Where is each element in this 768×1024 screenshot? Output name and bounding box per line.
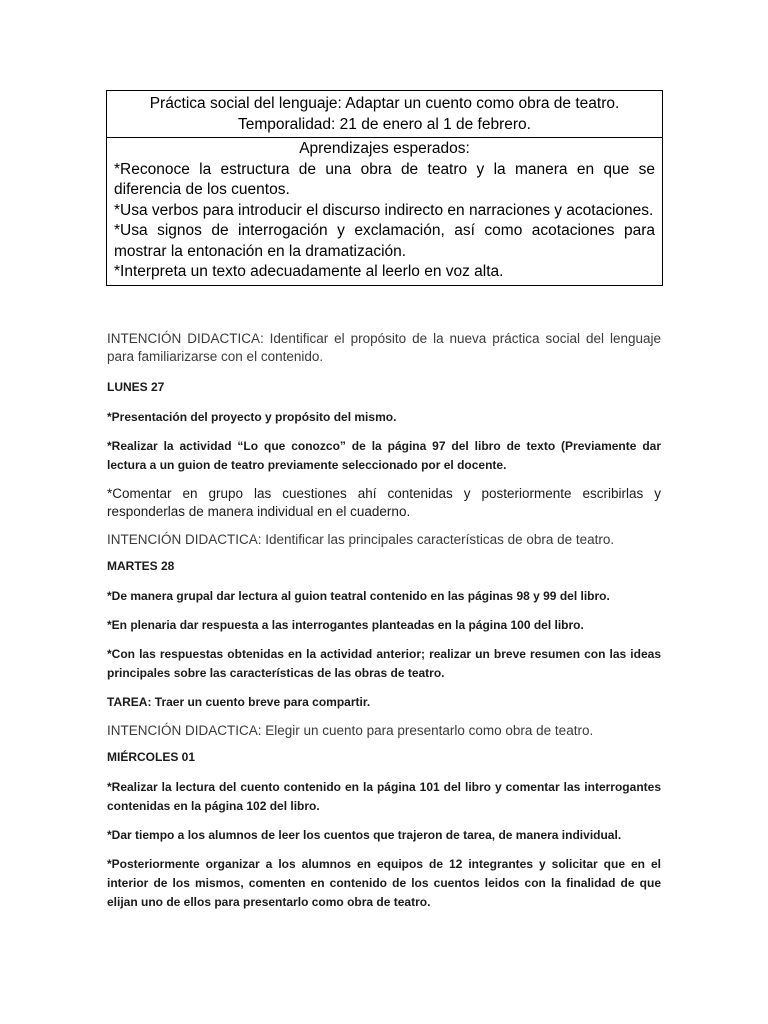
homework-item: TAREA: Traer un cuento breve para compartir. (107, 695, 371, 709)
expected-learnings-title: Aprendizajes esperados: (299, 140, 470, 157)
day-heading: MARTES 28 (107, 559, 175, 573)
table-header (107, 91, 662, 138)
learning-item: *Usa signos de interrogación y exclamación, así como acotaciones para mostrar la entonación en la dramatización. (114, 222, 655, 260)
activity-item: *Dar tiempo a los alumnos de leer los cuentos que trajeron de tarea, de manera individual. (107, 828, 622, 842)
learning-objectives-table (106, 90, 663, 286)
day-heading: LUNES 27 (107, 380, 165, 394)
learning-item: *Usa verbos para introducir el discurso indirecto en narraciones y acotaciones. (114, 201, 654, 219)
didactic-intention: INTENCIÓN DIDACTICA: Elegir un cuento para presentarlo como obra de teatro. (107, 723, 594, 738)
social-practice-title: Práctica social del lenguaje: Adaptar un cuento como obra de teatro. (149, 95, 620, 112)
learning-item: *Interpreta un texto adecuadamente al leerlo en voz alta. (114, 263, 504, 280)
day-heading: MIÉRCOLES 01 (107, 750, 196, 764)
didactic-intention: INTENCIÓN DIDACTICA: Identificar las principales características de obra de teatro. (107, 532, 615, 547)
activity-item: *De manera grupal dar lectura al guion teatral contenido en las páginas 98 y 99 del libro. (107, 589, 610, 603)
activity-item: *Realizar la actividad “Lo que conozco” de la página 97 del libro de texto (Previamente dar lectura a un guion de teatro previamente seleccionado por el docente. (107, 439, 661, 472)
activity-item: *En plenaria dar respuesta a las interrogantes planteadas en la página 100 del libro. (107, 618, 584, 632)
table-body (107, 138, 662, 285)
lesson-plan (107, 330, 661, 922)
activity-item: *Presentación del proyecto y propósito del mismo. (107, 410, 397, 424)
activity-item: *Posteriormente organizar a los alumnos en equipos de 12 integrantes y solicitar que en el interior de los mismos, comenten en contenido de los cuentos leidos con la finalidad de que elijan uno de ellos para presentarlo como obra de teatro. (107, 857, 661, 909)
didactic-intention: INTENCIÓN DIDACTICA: Identificar el propósito de la nueva práctica social del lenguaje para familiarizarse con el contenido. (107, 331, 661, 364)
activity-note: *Comentar en grupo las cuestiones ahí contenidas y posteriormente escribirlas y responderlas de manera individual en el cuaderno. (107, 486, 661, 519)
learning-item: *Reconoce la estructura de una obra de teatro y la manera en que se diferencia de los cuentos. (114, 160, 655, 198)
activity-item: *Con las respuestas obtenidas en la actividad anterior; realizar un breve resumen con las ideas principales sobre las características de las obras de teatro. (107, 647, 661, 680)
temporality-line: Temporalidad: 21 de enero al 1 de febrero. (238, 115, 531, 133)
activity-item: *Realizar la lectura del cuento contenido en la página 101 del libro y comentar las interrogantes contenidas en la página 102 del libro. (107, 780, 661, 813)
